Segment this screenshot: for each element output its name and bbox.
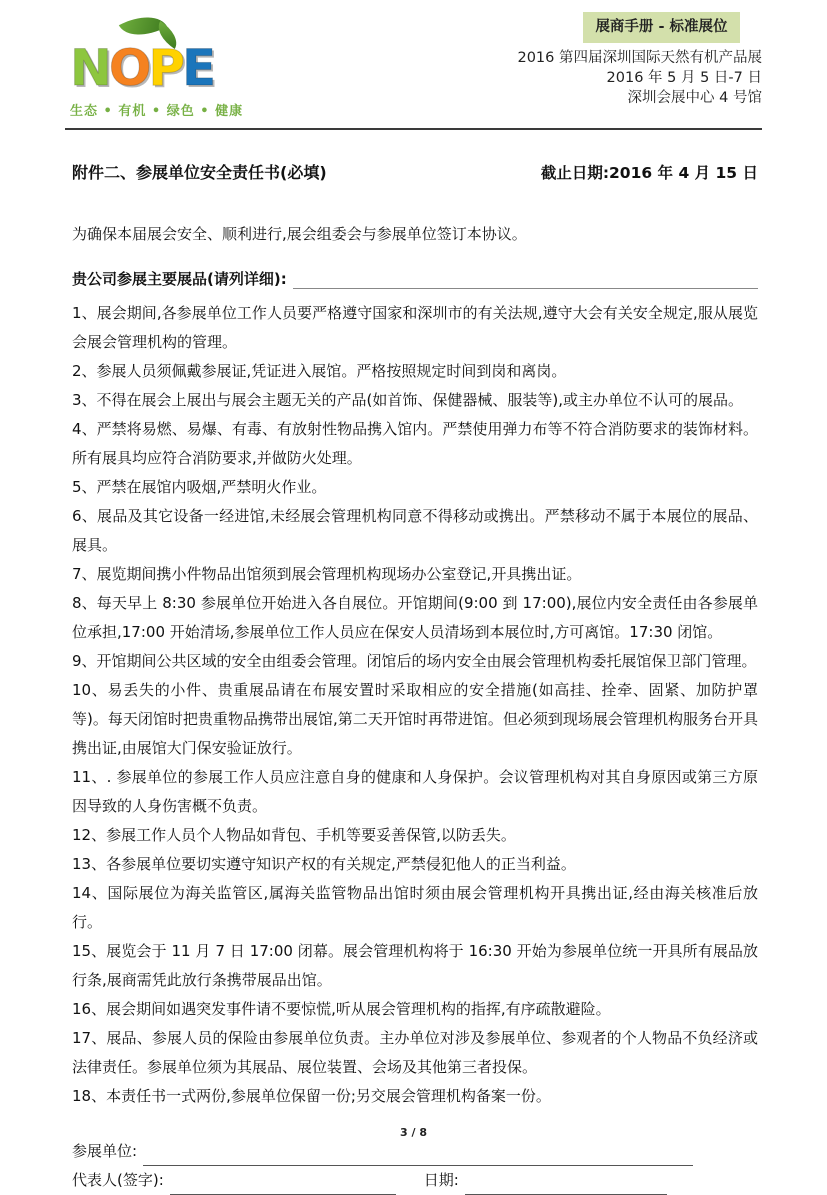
event-name: 2016 第四届深圳国际天然有机产品展 xyxy=(517,50,762,66)
term-item: 12、参展工作人员个人物品如背包、手机等要妥善保管,以防丢失。 xyxy=(72,826,516,844)
document-body xyxy=(72,160,758,1195)
exhibitor-manual-badge: 展商手册 - 标准展位 xyxy=(583,12,740,43)
term-item: 17、展品、参展人员的保险由参展单位负责。主办单位对涉及参展单位、参观者的个人物品不负经济或法律责任。参展单位须为其展品、展位装置、会场及其他第三者投保。 xyxy=(72,1029,758,1076)
representative-label: 代表人(签字): xyxy=(72,1171,164,1189)
page-number: 3 / 8 xyxy=(400,1126,427,1139)
intro-text: 为确保本届展会安全、顺利进行,展会组委会与参展单位签订本协议。 xyxy=(72,225,527,243)
header-divider xyxy=(65,128,762,130)
page-footer xyxy=(0,1126,827,1139)
company-label: 参展单位: xyxy=(72,1142,138,1160)
term-item: 8、每天早上 8:30 参展单位开始进入各自展位。开馆期间(9:00 到 17:00),展位内安全责任由各参展单位承担,17:00 开始清场,参展单位工作人员应在保安人员清场到本展位时,方可离馆。17:30 闭馆。 xyxy=(72,594,758,641)
terms-list xyxy=(72,299,758,1111)
logo-tagline: 生态 • 有机 • 绿色 • 健康 xyxy=(70,104,244,119)
title-row xyxy=(72,160,758,183)
company-fill-line xyxy=(143,1147,693,1166)
event-venue: 深圳会展中心 4 号馆 xyxy=(627,90,762,106)
term-item: 15、展览会于 11 月 7 日 17:00 闭幕。展会管理机构将于 16:30 开始为参展单位统一开具所有展品放行条,展商需凭此放行条携带展品出馆。 xyxy=(72,942,758,989)
attachment-title: 附件二、参展单位安全责任书(必填) xyxy=(72,163,327,182)
logo-letter-n: N xyxy=(70,39,109,97)
signature-section xyxy=(72,1137,758,1195)
term-item: 6、展品及其它设备一经进馆,未经展会管理机构同意不得移动或携出。严禁移动不属于本展位的展品、展具。 xyxy=(72,507,758,554)
term-item: 7、展览期间携小件物品出馆须到展会管理机构现场办公室登记,开具携出证。 xyxy=(72,565,582,583)
term-item: 16、展会期间如遇突发事件请不要惊慌,听从展会管理机构的指挥,有序疏散避险。 xyxy=(72,1000,611,1018)
term-item: 3、不得在展会上展出与展会主题无关的产品(如首饰、保健器械、服装等),或主办单位不认可的展品。 xyxy=(72,391,744,409)
deadline-label: 截止日期:2016 年 4 月 15 日 xyxy=(540,164,758,182)
date-fill-line xyxy=(465,1176,667,1195)
term-item: 18、本责任书一式两份,参展单位保留一份;另交展会管理机构备案一份。 xyxy=(72,1087,551,1105)
event-dates: 2016 年 5 月 5 日-7 日 xyxy=(606,70,762,86)
term-item: 4、严禁将易燃、易爆、有毒、有放射性物品携入馆内。严禁使用弹力布等不符合消防要求的装饰材料。所有展具均应符合消防要求,并做防火处理。 xyxy=(72,420,758,467)
logo-letter-o: O xyxy=(108,39,149,97)
event-info xyxy=(517,48,762,108)
term-item: 9、开馆期间公共区域的安全由组委会管理。闭馆后的场内安全由展会管理机构委托展馆保卫部门管理。 xyxy=(72,652,757,670)
logo-letters xyxy=(70,40,290,96)
products-row xyxy=(72,268,758,289)
nope-logo xyxy=(70,8,290,119)
term-item: 1、展会期间,各参展单位工作人员要严格遵守国家和深圳市的有关法规,遵守大会有关安全规定,服从展览会展会管理机构的管理。 xyxy=(72,304,758,351)
logo-letter-p: P xyxy=(148,39,183,97)
representative-fill-line xyxy=(170,1176,396,1195)
term-item: 13、各参展单位要切实遵守知识产权的有关规定,严禁侵犯他人的正当利益。 xyxy=(72,855,576,873)
date-label: 日期: xyxy=(423,1171,459,1189)
term-item: 2、参展人员须佩戴参展证,凭证进入展馆。严格按照规定时间到岗和离岗。 xyxy=(72,362,567,380)
company-row xyxy=(72,1137,758,1166)
term-item: 14、国际展位为海关监管区,属海关监管物品出馆时须由展会管理机构开具携出证,经由海关核准后放行。 xyxy=(72,884,758,931)
products-label: 贵公司参展主要展品(请列详细): xyxy=(72,270,287,288)
term-item: 10、易丢失的小件、贵重展品请在布展安置时采取相应的安全措施(如高挂、拴牵、固紧、加防护罩等)。每天闭馆时把贵重物品携带出展馆,第二天开馆时再带进馆。但必须到现场展会管理机构服务台开具携出证,由展馆大门保安验证放行。 xyxy=(72,681,758,757)
term-item: 11、. 参展单位的参展工作人员应注意自身的健康和人身保护。会议管理机构对其自身原因或第三方原因导致的人身伤害概不负责。 xyxy=(72,768,758,815)
products-fill-line xyxy=(293,269,758,289)
representative-date-row xyxy=(72,1166,758,1195)
logo-letter-e: E xyxy=(182,39,214,97)
term-item: 5、严禁在展馆内吸烟,严禁明火作业。 xyxy=(72,478,327,496)
